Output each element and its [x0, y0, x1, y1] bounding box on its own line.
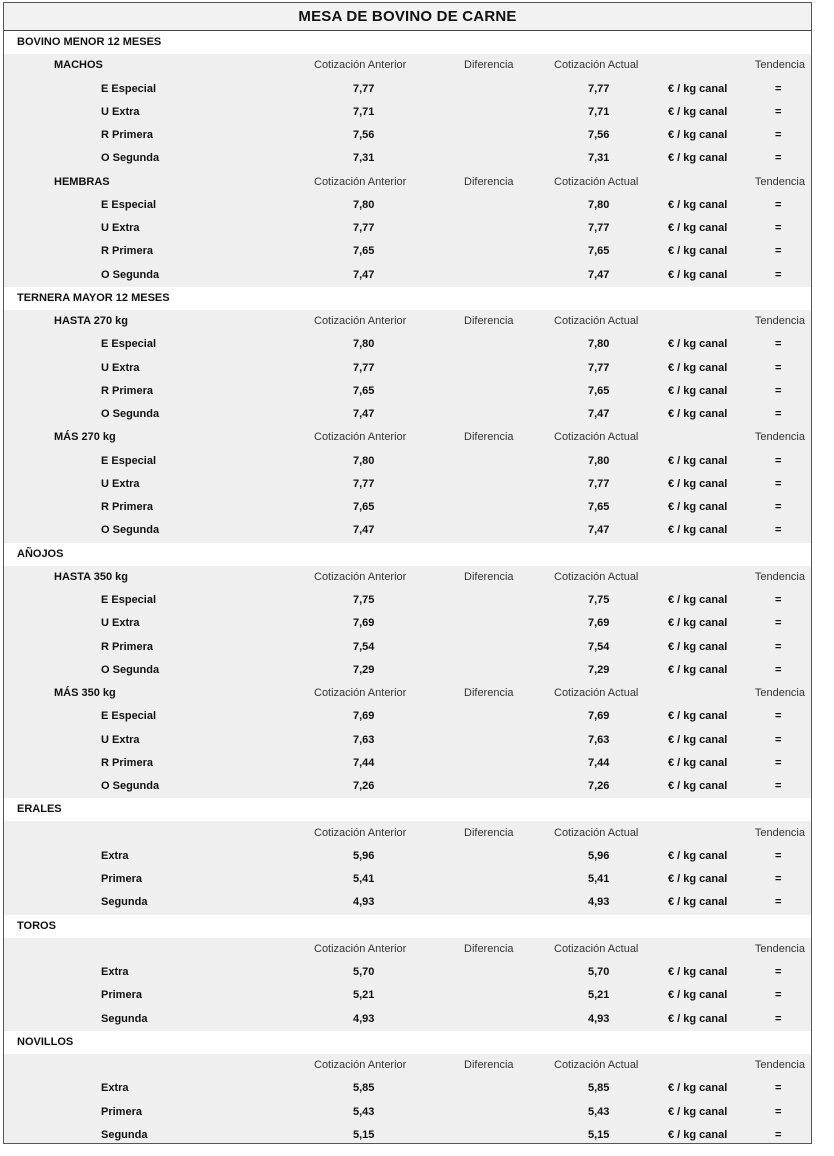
previous-price: 7,71 — [353, 105, 375, 118]
table-row — [4, 1008, 811, 1031]
previous-price: 5,85 — [353, 1082, 375, 1095]
previous-price: 5,43 — [353, 1105, 375, 1118]
header-cotizacion-actual: Cotización Actual — [554, 942, 639, 955]
price-unit: € / kg canal — [668, 594, 728, 606]
price-unit: € / kg canal — [668, 989, 728, 1002]
table-row — [4, 380, 811, 403]
table-row — [4, 217, 811, 240]
current-price: 5,15 — [588, 1128, 610, 1141]
current-price: 7,69 — [588, 710, 610, 723]
current-price: 7,69 — [588, 617, 610, 630]
current-price: 7,54 — [588, 640, 610, 653]
header-cotizacion-actual: Cotización Actual — [554, 1059, 639, 1071]
price-unit: € / kg canal — [668, 849, 728, 862]
current-price: 7,63 — [588, 733, 610, 746]
grade-label: E Especial — [101, 198, 157, 211]
previous-price: 7,69 — [353, 710, 375, 723]
table-row — [4, 264, 811, 287]
previous-price: 7,80 — [353, 198, 375, 211]
section-title: TERNERA MAYOR 12 MESES — [17, 291, 170, 304]
current-price: 5,85 — [588, 1082, 610, 1095]
trend-value: = — [775, 733, 782, 746]
trend-value: = — [775, 617, 782, 630]
group-header-row — [4, 682, 811, 705]
trend-value: = — [775, 756, 782, 769]
header-tendencia: Tendencia — [754, 942, 805, 955]
price-unit: € / kg canal — [668, 338, 728, 351]
previous-price: 7,31 — [353, 152, 375, 165]
previous-price: 7,77 — [353, 361, 375, 374]
grade-label: U Extra — [101, 361, 140, 374]
table-row — [4, 612, 811, 635]
previous-price: 7,44 — [353, 756, 375, 769]
trend-value: = — [775, 454, 782, 467]
current-price: 5,21 — [588, 989, 610, 1002]
header-cotizacion-actual: Cotización Actual — [554, 570, 639, 583]
header-cotizacion-anterior: Cotización Anterior — [314, 942, 407, 955]
previous-price: 5,15 — [353, 1128, 375, 1141]
group-header-row — [4, 54, 811, 77]
section-title: NOVILLOS — [17, 1035, 74, 1048]
current-price: 7,31 — [588, 152, 610, 165]
section-header — [4, 915, 811, 938]
section-header — [4, 287, 811, 310]
current-price: 5,70 — [588, 966, 610, 978]
grade-label: O Segunda — [101, 524, 160, 537]
table-row — [4, 333, 811, 356]
table-row — [4, 659, 811, 682]
previous-price: 7,47 — [353, 524, 375, 537]
grade-label: E Especial — [101, 82, 157, 95]
current-price: 7,47 — [588, 268, 610, 281]
trend-value: = — [775, 1012, 782, 1025]
group-label: HASTA 270 kg — [54, 315, 128, 327]
header-diferencia: Diferencia — [464, 175, 514, 188]
sheet-title-bar — [4, 3, 811, 31]
price-unit: € / kg canal — [668, 361, 728, 374]
price-unit: € / kg canal — [668, 454, 728, 467]
price-unit: € / kg canal — [668, 198, 728, 211]
table-row — [4, 473, 811, 496]
header-cotizacion-actual: Cotización Actual — [554, 175, 639, 188]
table-row — [4, 1101, 811, 1124]
group-header-row — [4, 426, 811, 449]
previous-price: 7,77 — [353, 477, 375, 490]
group-label: MACHOS — [54, 59, 103, 72]
current-price: 7,47 — [588, 408, 610, 420]
trend-value: = — [775, 1128, 782, 1141]
trend-value: = — [775, 477, 782, 490]
previous-price: 7,75 — [353, 594, 375, 606]
header-cotizacion-actual: Cotización Actual — [554, 826, 639, 839]
grade-label: U Extra — [101, 477, 140, 490]
previous-price: 7,77 — [353, 222, 375, 234]
previous-price: 7,54 — [353, 640, 375, 653]
current-price: 7,77 — [588, 361, 610, 374]
group-header-row — [4, 938, 811, 961]
previous-price: 7,65 — [353, 501, 375, 513]
previous-price: 5,96 — [353, 849, 375, 862]
price-unit: € / kg canal — [668, 1128, 728, 1141]
table-row — [4, 403, 811, 426]
header-diferencia: Diferencia — [464, 59, 514, 72]
price-unit: € / kg canal — [668, 501, 728, 513]
section-title: BOVINO MENOR 12 MESES — [17, 36, 162, 48]
price-unit: € / kg canal — [668, 105, 728, 118]
table-row — [4, 194, 811, 217]
previous-price: 7,26 — [353, 780, 375, 792]
header-cotizacion-actual: Cotización Actual — [554, 431, 639, 444]
section-title: TOROS — [17, 919, 56, 932]
price-unit: € / kg canal — [668, 129, 728, 141]
current-price: 7,65 — [588, 245, 610, 258]
grade-label: Primera — [101, 989, 142, 1002]
header-cotizacion-anterior: Cotización Anterior — [314, 59, 407, 72]
grade-label: U Extra — [101, 105, 140, 118]
section-title: ERALES — [17, 803, 62, 816]
trend-value: = — [775, 594, 782, 606]
header-cotizacion-anterior: Cotización Anterior — [314, 431, 407, 444]
table-row — [4, 705, 811, 728]
previous-price: 7,65 — [353, 384, 375, 397]
sheet-title: MESA DE BOVINO DE CARNE — [298, 8, 517, 25]
current-price: 5,41 — [588, 873, 610, 885]
current-price: 7,29 — [588, 663, 610, 676]
price-unit: € / kg canal — [668, 617, 728, 630]
current-price: 4,93 — [588, 896, 610, 909]
previous-price: 7,47 — [353, 408, 375, 420]
section-header — [4, 1031, 811, 1054]
section-header — [4, 543, 811, 566]
previous-price: 4,93 — [353, 1012, 375, 1025]
header-cotizacion-anterior: Cotización Anterior — [314, 826, 407, 839]
trend-value: = — [775, 82, 782, 95]
header-cotizacion-actual: Cotización Actual — [554, 315, 639, 327]
section-header — [4, 31, 811, 54]
grade-label: U Extra — [101, 222, 140, 234]
table-row — [4, 961, 811, 984]
price-unit: € / kg canal — [668, 524, 728, 537]
grade-label: U Extra — [101, 617, 140, 630]
grade-label: Extra — [101, 966, 129, 978]
header-cotizacion-anterior: Cotización Anterior — [314, 570, 407, 583]
grade-label: Segunda — [101, 896, 148, 909]
previous-price: 5,21 — [353, 989, 375, 1002]
trend-value: = — [775, 245, 782, 258]
table-row — [4, 78, 811, 101]
grade-label: O Segunda — [101, 268, 160, 281]
previous-price: 5,41 — [353, 873, 375, 885]
table-row — [4, 496, 811, 519]
current-price: 7,77 — [588, 82, 610, 95]
price-unit: € / kg canal — [668, 1012, 728, 1025]
trend-value: = — [775, 384, 782, 397]
header-diferencia: Diferencia — [464, 1059, 514, 1071]
previous-price: 7,80 — [353, 454, 375, 467]
table-row — [4, 984, 811, 1007]
current-price: 7,56 — [588, 129, 610, 141]
table-row — [4, 147, 811, 170]
trend-value: = — [775, 268, 782, 281]
group-header-row — [4, 822, 811, 845]
grade-label: O Segunda — [101, 663, 160, 676]
trend-value: = — [775, 524, 782, 537]
group-label: MÁS 350 kg — [54, 687, 116, 699]
header-diferencia: Diferencia — [464, 826, 514, 839]
price-unit: € / kg canal — [668, 966, 728, 978]
group-header-row — [4, 310, 811, 333]
trend-value: = — [775, 710, 782, 723]
group-label: HEMBRAS — [54, 175, 110, 188]
table-row — [4, 636, 811, 659]
previous-price: 4,93 — [353, 896, 375, 909]
header-tendencia: Tendencia — [754, 826, 805, 839]
previous-price: 7,63 — [353, 733, 375, 746]
grade-label: E Especial — [101, 454, 157, 467]
previous-price: 5,70 — [353, 966, 375, 978]
header-diferencia: Diferencia — [464, 687, 514, 699]
table-row — [4, 101, 811, 124]
price-unit: € / kg canal — [668, 152, 728, 165]
current-price: 7,47 — [588, 524, 610, 537]
trend-value: = — [775, 501, 782, 513]
trend-value: = — [775, 198, 782, 211]
header-cotizacion-anterior: Cotización Anterior — [314, 315, 407, 327]
current-price: 7,77 — [588, 477, 610, 490]
trend-value: = — [775, 989, 782, 1002]
header-tendencia: Tendencia — [754, 570, 805, 583]
current-price: 5,43 — [588, 1105, 610, 1118]
header-cotizacion-actual: Cotización Actual — [554, 59, 639, 72]
current-price: 4,93 — [588, 1012, 610, 1025]
grade-label: R Primera — [101, 756, 153, 769]
price-unit: € / kg canal — [668, 82, 728, 95]
current-price: 7,26 — [588, 780, 610, 792]
price-unit: € / kg canal — [668, 1082, 728, 1095]
header-tendencia: Tendencia — [754, 315, 805, 327]
price-unit: € / kg canal — [668, 756, 728, 769]
header-tendencia: Tendencia — [754, 431, 805, 444]
price-sheet — [3, 2, 812, 1144]
previous-price: 7,77 — [353, 82, 375, 95]
trend-value: = — [775, 152, 782, 165]
price-unit: € / kg canal — [668, 780, 728, 792]
group-header-row — [4, 566, 811, 589]
table-row — [4, 775, 811, 798]
trend-value: = — [775, 896, 782, 909]
price-unit: € / kg canal — [668, 873, 728, 885]
current-price: 7,65 — [588, 501, 610, 513]
table-row — [4, 845, 811, 868]
table-row — [4, 519, 811, 542]
table-row — [4, 357, 811, 380]
trend-value: = — [775, 1082, 782, 1095]
previous-price: 7,56 — [353, 129, 375, 141]
grade-label: R Primera — [101, 501, 153, 513]
table-row — [4, 124, 811, 147]
group-label: MÁS 270 kg — [54, 431, 116, 444]
grade-label: Segunda — [101, 1012, 148, 1025]
table-row — [4, 589, 811, 612]
group-header-row — [4, 171, 811, 194]
previous-price: 7,65 — [353, 245, 375, 258]
trend-value: = — [775, 966, 782, 978]
price-unit: € / kg canal — [668, 408, 728, 420]
current-price: 5,96 — [588, 849, 610, 862]
current-price: 7,77 — [588, 222, 610, 234]
table-row — [4, 868, 811, 891]
header-tendencia: Tendencia — [754, 59, 805, 72]
trend-value: = — [775, 105, 782, 118]
table-row — [4, 1124, 811, 1147]
trend-value: = — [775, 849, 782, 862]
header-diferencia: Diferencia — [464, 315, 514, 327]
trend-value: = — [775, 640, 782, 653]
grade-label: Primera — [101, 873, 142, 885]
section-header — [4, 798, 811, 821]
previous-price: 7,69 — [353, 617, 375, 630]
trend-value: = — [775, 338, 782, 351]
grade-label: O Segunda — [101, 780, 160, 792]
price-unit: € / kg canal — [668, 477, 728, 490]
grade-label: E Especial — [101, 710, 157, 723]
table-row — [4, 450, 811, 473]
grade-label: O Segunda — [101, 408, 160, 420]
trend-value: = — [775, 663, 782, 676]
grade-label: R Primera — [101, 129, 153, 141]
grade-label: R Primera — [101, 384, 153, 397]
table-row — [4, 752, 811, 775]
trend-value: = — [775, 222, 782, 234]
previous-price: 7,29 — [353, 663, 375, 676]
grade-label: E Especial — [101, 594, 157, 606]
table-row — [4, 891, 811, 914]
price-unit: € / kg canal — [668, 896, 728, 909]
price-unit: € / kg canal — [668, 222, 728, 234]
group-header-row — [4, 1054, 811, 1077]
table-row — [4, 729, 811, 752]
grade-label: O Segunda — [101, 152, 160, 165]
header-cotizacion-anterior: Cotización Anterior — [314, 687, 407, 699]
price-unit: € / kg canal — [668, 245, 728, 258]
previous-price: 7,47 — [353, 268, 375, 281]
table-row — [4, 240, 811, 263]
price-unit: € / kg canal — [668, 268, 728, 281]
header-cotizacion-anterior: Cotización Anterior — [314, 1059, 407, 1071]
header-diferencia: Diferencia — [464, 570, 514, 583]
grade-label: U Extra — [101, 733, 140, 746]
current-price: 7,65 — [588, 384, 610, 397]
table-row — [4, 1077, 811, 1100]
grade-label: R Primera — [101, 640, 153, 653]
trend-value: = — [775, 361, 782, 374]
grade-label: Extra — [101, 1082, 129, 1095]
grade-label: R Primera — [101, 245, 153, 258]
current-price: 7,80 — [588, 198, 610, 211]
trend-value: = — [775, 1105, 782, 1118]
grade-label: Extra — [101, 849, 129, 862]
current-price: 7,80 — [588, 454, 610, 467]
grade-label: Segunda — [101, 1128, 148, 1141]
current-price: 7,71 — [588, 105, 610, 118]
price-unit: € / kg canal — [668, 710, 728, 723]
price-unit: € / kg canal — [668, 640, 728, 653]
header-cotizacion-anterior: Cotización Anterior — [314, 175, 407, 188]
header-tendencia: Tendencia — [754, 1059, 805, 1071]
header-tendencia: Tendencia — [754, 687, 805, 699]
header-diferencia: Diferencia — [464, 431, 514, 444]
section-title: AÑOJOS — [17, 547, 64, 560]
current-price: 7,44 — [588, 756, 610, 769]
price-unit: € / kg canal — [668, 733, 728, 746]
current-price: 7,80 — [588, 338, 610, 351]
current-price: 7,75 — [588, 594, 610, 606]
previous-price: 7,80 — [353, 338, 375, 351]
grade-label: Primera — [101, 1105, 142, 1118]
trend-value: = — [775, 780, 782, 792]
price-unit: € / kg canal — [668, 384, 728, 397]
header-diferencia: Diferencia — [464, 942, 514, 955]
group-label: HASTA 350 kg — [54, 570, 128, 583]
trend-value: = — [775, 873, 782, 885]
header-tendencia: Tendencia — [754, 175, 805, 188]
price-unit: € / kg canal — [668, 663, 728, 676]
trend-value: = — [775, 129, 782, 141]
price-unit: € / kg canal — [668, 1105, 728, 1118]
header-cotizacion-actual: Cotización Actual — [554, 687, 639, 699]
grade-label: E Especial — [101, 338, 157, 351]
trend-value: = — [775, 408, 782, 420]
